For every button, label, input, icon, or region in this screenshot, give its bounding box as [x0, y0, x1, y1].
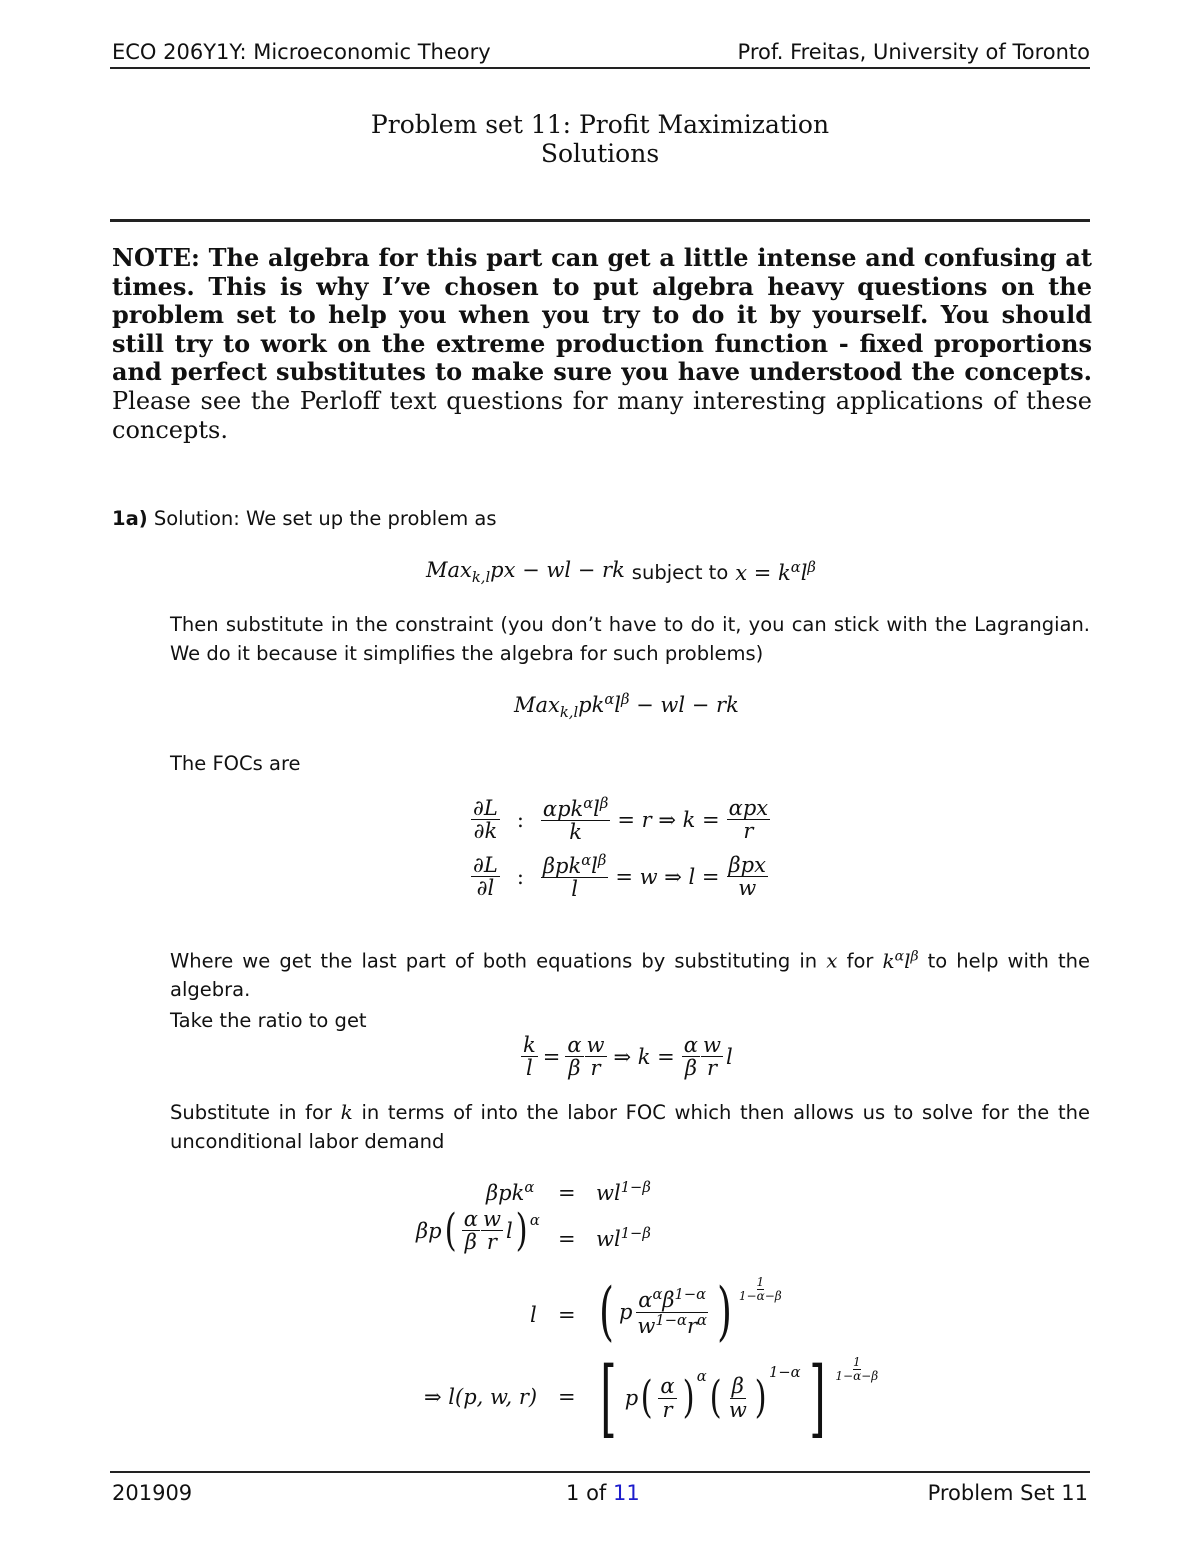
subject-to-text: subject to	[631, 560, 729, 584]
equation-labor-1-rhs: $wl^{1-\beta}$	[596, 1179, 651, 1205]
equals-sign-2: =	[558, 1227, 576, 1251]
equation-ratio: $\frac{k}{l}$ = $\frac{\alpha}{\beta}$ $\frac{w}{r}$ ⇒ k = $\frac{\alpha}{\beta}$ $\frac{w}{r}$ l	[523, 1033, 733, 1081]
note-normal-text: Please see the Perloff text questions for many interesting applications of these concepts.	[112, 386, 1092, 444]
equation-labor-3-lhs: l	[530, 1303, 537, 1327]
equation-foc-k: $\frac{\partial L}{\partial k}$ : $\frac{\alpha pk^\alpha l^\beta}{k}$ = r ⇒ k = $\frac{\text{αpx}}{r}$	[473, 795, 769, 845]
note-bold-text: NOTE: The algebra for this part can get a little intense and confusing at times. This is why I’ve chosen to put algebra heavy questions on the problem set to help you when you try to do it by yourself. You should still try to work on the extreme production function - fixed proportions and perfect substitutes to make sure you have understood the concepts.	[112, 243, 1092, 387]
doc-subtitle: Solutions	[540, 139, 660, 168]
solution-intro	[112, 507, 497, 530]
equation-labor-1: βpk$^\alpha$	[486, 1179, 535, 1205]
footer-rule	[110, 1471, 1090, 1473]
footer-page-number	[566, 1481, 640, 1505]
equals-sign-4: =	[558, 1385, 576, 1409]
equation-substituted-max: $Max_{k,l}pk^\alpha l^\beta$ − wl − rk	[514, 691, 739, 722]
subst-text-a: Substitute in for	[170, 1101, 332, 1124]
paragraph-constraint: Then substitute in the constraint (you don’t have to do it, you can stick with the Lagrangian. We do it because it simplifies the algebra for such problems)	[170, 613, 1090, 665]
where-text-a: Where we get the last part of both equations by substituting in	[170, 949, 818, 973]
subst-text-b: in terms of into the labor FOC which then allows us to solve for the the unconditional labor demand	[170, 1101, 1090, 1153]
paragraph-substitute: Substitute in for k in terms of into the labor FOC which then allows us to solve for the the unconditional labor demand	[170, 1100, 1090, 1153]
equation-labor-4-lhs: ⇒ l(p, w, r)	[424, 1385, 538, 1409]
solution-intro-text: Solution: We set up the problem as	[153, 507, 497, 530]
question-label: 1a)	[112, 507, 148, 530]
page-of: of	[586, 1481, 607, 1505]
equation-max-problem: Max$_{k,l}$px − wl − rk subject to $x = k^\alpha l^\beta$	[426, 558, 816, 587]
equals-sign-1: =	[558, 1181, 576, 1205]
footer-problem-set: Problem Set 11	[927, 1481, 1088, 1505]
footer-date: 201909	[112, 1481, 193, 1505]
note-paragraph	[112, 244, 1092, 444]
header-rule	[110, 67, 1090, 69]
where-text-b: for	[846, 949, 874, 973]
equation-labor-2-rhs: $wl^{1-\beta}$	[596, 1225, 651, 1251]
page-total-link[interactable]: 11	[613, 1481, 640, 1505]
page-current: 1	[566, 1481, 580, 1505]
header-course: ECO 206Y1Y: Microeconomic Theory	[112, 40, 491, 64]
paragraph-where: Where we get the last part of both equations by substituting in x for $k^\alpha l^\beta$ to help with the algebra.	[170, 948, 1090, 1002]
header-instructor: Prof. Freitas, University of Toronto	[737, 40, 1090, 64]
title-rule	[110, 219, 1090, 222]
equation-labor-3-rhs: ( p $\frac{\alpha^\alpha\beta^{1-\alpha}}{w^{1-\alpha}r^\alpha}$ ) 1 1−α−β	[598, 1275, 782, 1349]
equals-sign-3: =	[558, 1303, 576, 1327]
paragraph-focs: The FOCs are	[170, 752, 301, 775]
paragraph-ratio: Take the ratio to get	[170, 1009, 367, 1032]
equation-labor-2: βp ( $\frac{\alpha}{\beta}$ $\frac{w}{r}$ l ) $^\alpha$	[416, 1204, 540, 1256]
equation-foc-l: $\frac{\partial L}{\partial l}$ : $\frac{\beta pk^\alpha l^\beta}{l}$ = w ⇒ l = $\frac{\text{βpx}}{w}$	[473, 852, 766, 902]
where-text-c: to help with the algebra.	[170, 949, 1090, 1002]
doc-title: Problem set 11: Profit Maximization	[370, 110, 830, 139]
equation-labor-4-rhs: [ p ( $\frac{\alpha}{r}$ ) $^\alpha$ ( $\frac{\beta}{w}$ ) $^{1-\alpha}$ ] 1 1−α−β	[600, 1349, 879, 1447]
